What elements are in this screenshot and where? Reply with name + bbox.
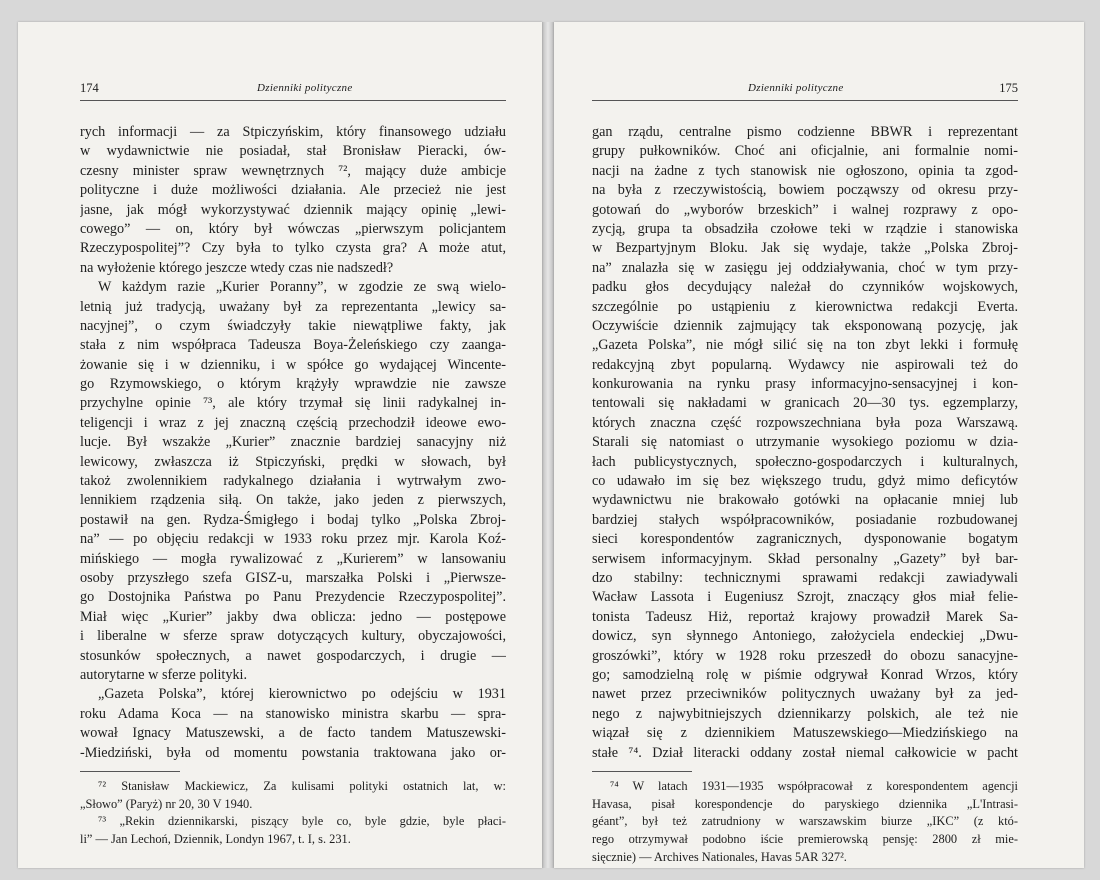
- text-line: jasne, jak mógł wykorzystywać dziennik mający opinię „lewi-: [80, 201, 506, 218]
- text-line: wiązał się z dziennikiem Matuszewskiego—Miedzińskiego na: [592, 725, 1018, 742]
- text-line: go Dostojnika Państwa po Panu Prezydencie Rzeczypospolitej”.: [80, 589, 506, 606]
- text-line: łach publicystycznych, społeczno-gospodarczych i kulturalnych,: [592, 453, 1018, 470]
- text-line: autorytarne w sferze polityki.: [80, 666, 248, 683]
- text-line: zycją, grupa ta obsadziła czołowe teki w rządzie i stanowiska: [592, 220, 1018, 237]
- footnote-line: Havasa, pisał korespondencje do paryskiego dziennika „L'Intrasi-: [592, 796, 1018, 811]
- footnote-line: géant”, był też zatrudniony w warszawskim biurze „IKC” (z któ-: [592, 814, 1018, 829]
- text-line: padku głos decydujący należał do czynników wojskowych,: [592, 279, 1018, 296]
- text-line: dowicz, syn słynnego Antoniego, założyciela endeckiej „Dwu-: [592, 628, 1018, 645]
- footnotes: [592, 778, 1018, 867]
- main-text: [80, 123, 506, 849]
- text-line: go; samodzielną rolę w piśmie odgrywał Konrad Wrzos, który: [592, 666, 1018, 683]
- left-page: [18, 22, 542, 868]
- running-title: Dzienniki polityczne: [257, 82, 353, 94]
- text-line: mińskiego — mogła rywalizować z „Kurierem” w lansowaniu: [80, 550, 506, 567]
- text-line: Starali się natomiast o utrzymanie wysokiego poziomu w dzia-: [592, 434, 1018, 451]
- text-line: lennikiem rządzenia siłą. On także, jako jeden z pierwszych,: [80, 492, 506, 509]
- text-line: nego z najwybitniejszych dziennikarzy polskich, ale też nie: [592, 705, 1018, 722]
- text-line: serwisem informacyjnym. Skład personalny „Gazety” był bar-: [592, 550, 1018, 567]
- text-line: groszówki”, który w 1928 roku przeszedł do obozu sanacyjne-: [592, 647, 1018, 664]
- text-line: szczególnie po ustąpieniu z kierownictwa redakcji Everta.: [592, 298, 1018, 315]
- text-line: Wacław Lassota i Eugeniusz Szrojt, znaczący głos miał felie-: [592, 589, 1018, 606]
- text-line: sieci korespondentów zagranicznych, dysponowanie bogatym: [592, 531, 1018, 548]
- text-line: go Rzymowskiego, o którym krążyły wprawdzie nie zawsze: [80, 376, 506, 393]
- page-header: [592, 78, 1018, 101]
- text-line: nacyjnej”, o czym świadczyły takie niewątpliwe fakty, jak: [80, 317, 506, 334]
- main-text: [592, 123, 1018, 867]
- text-line: „Gazeta Polska”, nie mógł silić się na ton zbyt lekki i formułę: [592, 337, 1018, 354]
- text-line: Rzeczypospolitej”? Czy była to tylko czysta gra? A może atut,: [80, 240, 506, 257]
- footnote-line: ⁷³ „Rekin dziennikarski, piszący byle co, byle gdzie, byle płaci-: [98, 814, 506, 829]
- text-line: „Gazeta Polska”, której kierownictwo po odejściu w 1931: [98, 686, 506, 703]
- text-line: rych informacji — za Stpiczyńskim, który finansowego udziału: [80, 124, 506, 140]
- text-line: których znaczna część rozpowszechniana była poza Warszawą.: [592, 414, 1018, 431]
- text-line: na była z rzeczywistością, bowiem począwszy od okresu przy-: [592, 182, 1018, 199]
- text-line: żowanie się i w dzienniku, i w spółce go wydającej Wincente-: [80, 356, 506, 373]
- text-line: postawił na gen. Rydza-Śmigłego i bodaj tylko „Polska Zbroj-: [80, 511, 506, 528]
- text-line: czesny minister spraw wewnętrznych ⁷², mający duże ambicje: [80, 162, 506, 179]
- page-number: 175: [999, 81, 1018, 95]
- text-line: stałe ⁷⁴. Dział literacki oddany został niemal całkowicie w pacht: [592, 744, 1018, 761]
- page-number: 174: [80, 81, 99, 95]
- text-line: letnią już tradycją, uważany był za reprezentanta „lewicy sa-: [80, 298, 506, 315]
- footnote-rule: [592, 771, 692, 772]
- text-line: wował Ignacy Matuszewski, a de facto tandem Matuszewski-: [80, 725, 506, 742]
- text-line: nacji na żadne z tych stanowisk nie ogłoszono, opinia ta zgod-: [592, 162, 1018, 179]
- footnote-line: li” — Jan Lechoń, Dziennik, Londyn 1967, t. I, s. 231.: [80, 832, 351, 847]
- footnote-line: ⁷² Stanisław Mackiewicz, Za kulisami polityki ostatnich lat, w:: [98, 778, 506, 793]
- text-line: roku Adama Koca — na stanowisko ministra skarbu — spra-: [80, 705, 506, 722]
- text-line: Oczywiście dziennik zajmujący tak eksponowaną pozycję, jak: [592, 317, 1018, 334]
- text-line: na” znalazła się w zasięgu jej oddziaływania, choć w tym przy-: [592, 259, 1018, 276]
- footnote-line: „Słowo” (Paryż) nr 20, 30 V 1940.: [80, 796, 253, 811]
- page-header: [80, 78, 506, 101]
- text-line: dzo stabilny: technicznymi sprawami redakcji zawiadywali: [592, 569, 1018, 586]
- text-line: cowego” — on, który był wówczas „pierwszym policjantem: [80, 220, 506, 237]
- text-line: i liberalne w sferze spraw dotyczących kultury, obyczajowości,: [80, 628, 506, 645]
- text-line: w wydawnictwie nie posiadał, stał Bronisław Pieracki, ów-: [80, 143, 506, 160]
- text-line: lewicowy, zwłaszcza iż Stpiczyński, prędki w słowach, był: [80, 453, 506, 470]
- text-line: lucje. Był wszakże „Kurier” znacznie bardziej sanacyjny niż: [80, 434, 506, 451]
- text-line: nawet przez przeciwników politycznych uważany był za jed-: [592, 686, 1018, 703]
- footnote-line: ⁷⁴ W latach 1931—1935 współpracował z korespondentem agencji: [610, 778, 1018, 793]
- text-line: -Miedziński, była od momentu powstania traktowana jako or-: [80, 744, 506, 761]
- book-gutter: [542, 22, 554, 868]
- footnote-line: rego otrzymywał podobno iście premierowską pensję: 2800 zł mie-: [592, 832, 1018, 847]
- text-line: w Bezpartyjnym Bloku. Jak się wydaje, także „Polska Zbroj-: [592, 240, 1018, 257]
- text-line: osoby przyszłego szefa GISZ-u, marszałka Polski i „Pierwsze-: [80, 569, 506, 586]
- text-line: bardziej stałych współpracowników, posiadanie rozbudowanej: [592, 511, 1018, 528]
- text-line: konkurowania na rynku prasy informacyjno-sensacyjnej i kon-: [592, 376, 1018, 393]
- text-line: Miał więc „Kurier” jakby dwa oblicza: jedno — postępowe: [80, 608, 506, 625]
- text-line: tonista Tadeusz Hiż, reportaż krajowy prowadził Marek Sa-: [592, 608, 1018, 625]
- text-line: tentowali się nakładami w granicach 20—30 tys. egzemplarzy,: [592, 395, 1018, 412]
- running-title: Dzienniki polityczne: [748, 82, 844, 94]
- footnote-rule: [80, 771, 180, 772]
- text-line: W każdym razie „Kurier Poranny”, w zgodzie ze swą wielo-: [98, 279, 506, 296]
- text-line: grupy pułkowników. Choć ani oficjalnie, ani formalnie nomi-: [592, 143, 1018, 160]
- text-line: na wyłożenie którego jeszcze wtedy czas nie nadszedł?: [80, 259, 394, 276]
- text-line: gotowań do „wyborów brzeskich” i walnej rozprawy z opo-: [592, 201, 1018, 218]
- text-line: teligencji i wraz z jej znaczną częścią przechodził ideowe ewo-: [80, 414, 506, 431]
- text-line: redakcyjną zbyt popularną. Wydawcy nie aspirowali też do: [592, 356, 1018, 373]
- footnote-line: sięcznie) — Archives Nationales, Havas 5AR 327².: [592, 850, 847, 865]
- text-line: stała z nim współpraca Tadeusza Boya-Żeleńskiego czy zaanga-: [80, 337, 506, 354]
- text-line: polityczne i duże możliwości działania. Ale przecież nie jest: [80, 182, 506, 199]
- text-line: przychylne opinie ⁷³, ale który trzymał się linii radykalnej in-: [80, 395, 506, 412]
- text-line: takoż zwolennikiem radykalnego działania i wytrwałym zwo-: [80, 473, 506, 490]
- footnotes: [80, 778, 506, 849]
- text-line: na” — po objęciu redakcji w 1933 roku przez mjr. Karola Koź-: [80, 531, 506, 548]
- right-page: [554, 22, 1084, 868]
- text-line: stosunków społecznych, a nawet gospodarczych, i drugie —: [80, 647, 506, 664]
- text-line: co udawało im się bez większego trudu, gdyż mimo deficytów: [592, 473, 1018, 490]
- text-line: wydawnictwu nie brakowało gotówki na opłacanie mniej lub: [592, 492, 1018, 509]
- text-line: gan rządu, centralne pismo codzienne BBWR i reprezentant: [592, 124, 1018, 140]
